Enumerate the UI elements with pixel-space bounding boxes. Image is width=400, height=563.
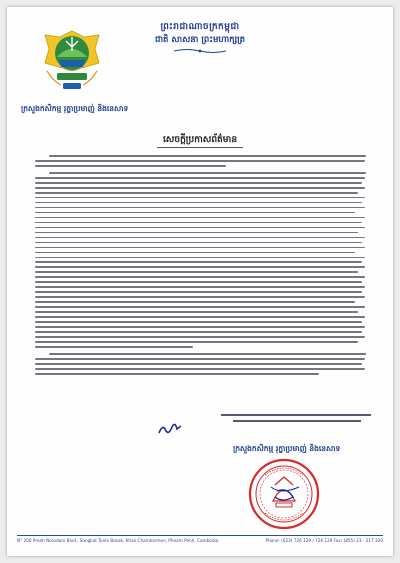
document-title: សេចក្តីប្រកាសព័ត៌មាន	[162, 135, 238, 145]
date-block	[221, 414, 381, 426]
title-underline	[157, 147, 243, 148]
ministry-logo	[39, 27, 105, 101]
letter-page	[7, 7, 393, 556]
header-ornament	[174, 48, 226, 54]
lunar-date-line	[221, 414, 371, 416]
footer-address: N° 200 Preah Norodom Blvd., Sangkat Tonle Basak, Khan Chamkarmon, Phnom Penh, Cambodia	[17, 538, 219, 543]
signatory-ministry: ក្រសួងកសិកម្ម រុក្ខាប្រមាញ់ និងនេសាទ	[233, 444, 341, 453]
kingdom-heading: ព្រះរាជាណាចក្រកម្ពុជា	[160, 22, 240, 32]
gregorian-date-line	[233, 420, 361, 422]
ministry-name: ក្រសួងកសិកម្ម រុក្ខាប្រមាញ់ និងនេសាទ	[21, 104, 129, 113]
footer-contact: Phone: (023) 726 129 / 726 129 Fax: (855) 23 - 217 320	[265, 538, 383, 543]
official-seal	[247, 457, 321, 531]
initial-scribble	[157, 421, 183, 437]
national-motto: ជាតិ សាសនា ព្រះមហាក្សត្រ	[154, 35, 246, 45]
paragraph-3	[35, 353, 365, 375]
footer-divider	[17, 535, 383, 536]
paragraph-2	[35, 172, 365, 348]
paragraph-1	[35, 155, 365, 167]
document-body	[35, 155, 365, 380]
handwritten-initial	[157, 421, 183, 441]
